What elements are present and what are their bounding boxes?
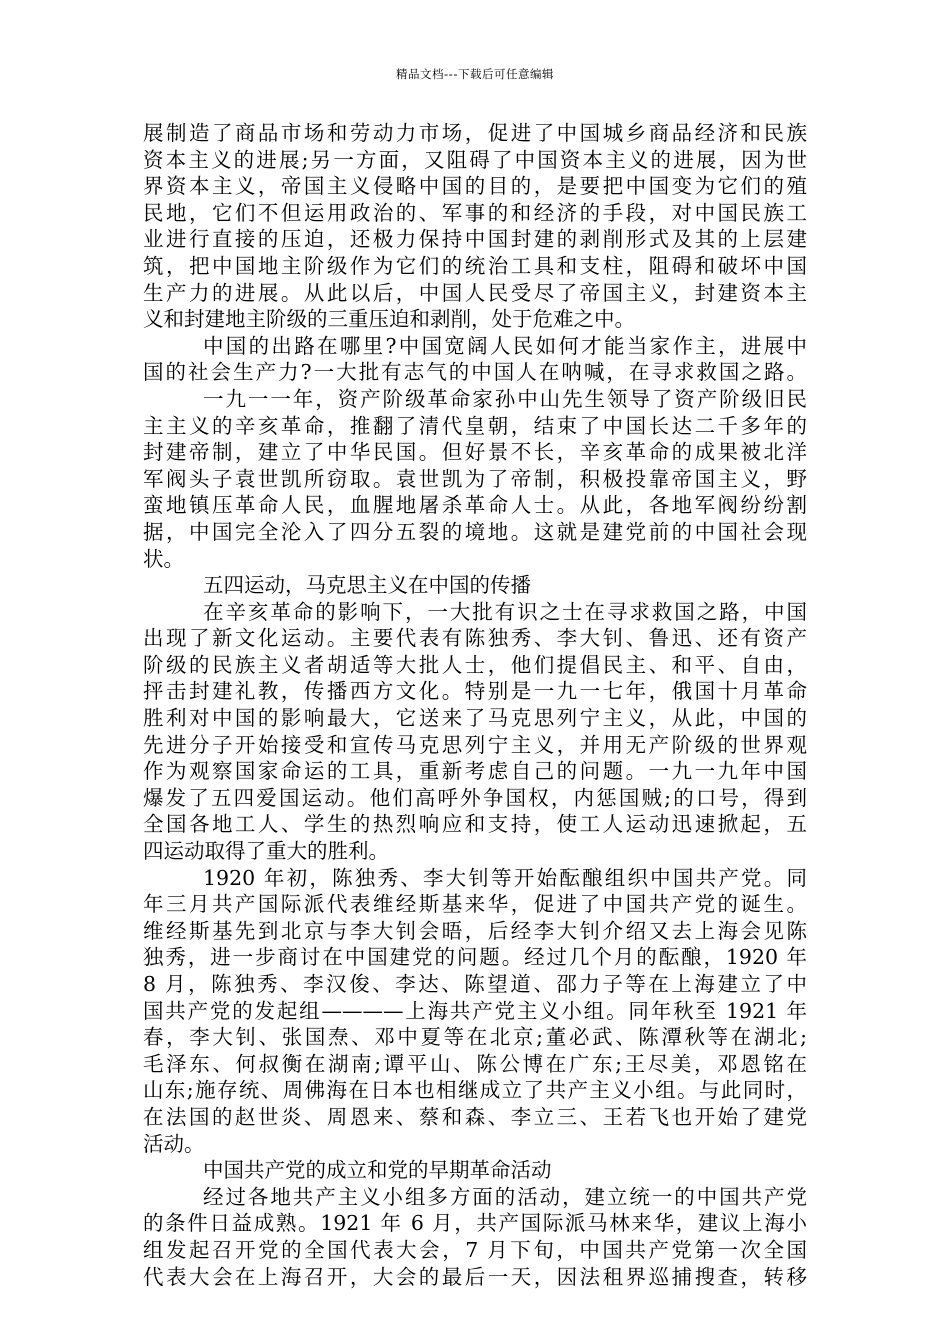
text-line: 先进分子开始接受和宣传马克思列宁主义，并用无产阶级的世界观 [143,732,807,757]
text-line: 军阀头子袁世凯所窃取。袁世凯为了帝制，积极投靠帝国主义，野 [143,466,807,491]
text-line: 展制造了商品市场和劳动力市场，促进了中国城乡商品经济和民族 [143,121,807,145]
text-line: 活动。 [143,1131,205,1156]
text-line: 组发起召开党的全国代表大会，7 月下旬，中国共产党第一次全国 [143,1237,807,1262]
text-line: 筑，把中国地主阶级作为它们的统治工具和支柱，阻碍和破坏中国 [143,253,807,278]
text-line: 国共产党的发起组————上海共产党主义小组。同年秋至 1921 年 [143,998,807,1023]
text-line: 在辛亥革命的影响下，一大批有识之士在寻求救国之路，中国 [203,599,807,624]
text-line: 春，李大钊、张国焘、邓中夏等在北京;董必武、陈潭秋等在湖北; [143,1025,807,1050]
text-line: 中国的出路在哪里?中国宽阔人民如何才能当家作主，进展中 [203,333,807,358]
text-line: 封建帝制，建立了中华民国。但好景不长，辛亥革命的成果被北洋 [143,440,807,465]
text-line: 抨击封建礼教，传播西方文化。特别是一九一七年，俄国十月革命 [143,679,807,704]
text-line: 爆发了五四爱国运动。他们高呼外争国权，内惩国贼;的口号，得到 [143,785,807,810]
text-line: 义和封建地主阶级的三重压迫和剥削，处于危难之中。 [143,307,635,332]
text-line: 主主义的辛亥革命，推翻了清代皇朝，结束了中国长达二千多年的 [143,413,807,438]
text-line: 一九一一年，资产阶级革命家孙中山先生领导了资产阶级旧民 [203,386,807,411]
text-line: 山东;施存统、周佛海在日本也相继成立了共产主义小组。与此同时， [143,1078,807,1103]
text-line: 状。 [143,546,184,571]
text-line: 在法国的赵世炎、周恩来、蔡和森、李立三、王若飞也开始了建党 [143,1104,807,1129]
text-line: 的条件日益成熟。1921 年 6 月，共产国际派马林来华，建议上海小 [143,1211,807,1236]
text-line: 生产力的进展。从此以后，中国人民受尽了帝国主义，封建资本主 [143,280,807,305]
text-line: 作为观察国家命运的工具，重新考虑自己的问题。一九一九年中国 [143,759,807,784]
text-line: 业进行直接的压迫，还极力保持中国封建的剥削形式及其的上层建 [143,227,807,252]
page-header: 精品文档---下载后可任意编辑 [396,67,554,81]
text-line: 1920 年初，陈独秀、李大钊等开始酝酿组织中国共产党。同 [203,865,807,890]
text-line: 代表大会在上海召开，大会的最后一天，因法租界巡捕搜查，转移 [143,1264,807,1289]
text-line: 独秀，进一步商讨在中国建党的问题。经过几个月的酝酿，1920 年 [143,945,807,970]
text-line: 胜利对中国的影响最大，它送来了马克思列宁主义，从此，中国的 [143,706,807,731]
text-line: 据，中国完全沦入了四分五裂的境地。这就是建党前的中国社会现 [143,519,807,544]
text-line: 年三月共产国际派代表维经斯基来华，促进了中国共产党的诞生。 [143,892,807,917]
text-line: 阶级的民族主义者胡适等大批人士，他们提倡民主、和平、自由， [143,652,807,677]
text-line: 8 月，陈独秀、李汉俊、李达、陈望道、邵力子等在上海建立了中 [143,972,807,996]
text-line: 维经斯基先到北京与李大钊会晤，后经李大钊介绍又去上海会见陈 [143,918,807,943]
text-line: 出现了新文化运动。主要代表有陈独秀、李大钊、鲁迅、还有资产 [143,626,807,651]
text-line: 经过各地共产主义小组多方面的活动，建立统一的中国共产党 [203,1184,807,1209]
text-line: 民地，它们不但运用政治的、军事的和经济的手段，对中国民族工 [143,200,807,225]
text-line: 四运动取得了重大的胜利。 [143,839,389,864]
text-line: 界资本主义，帝国主义侵略中国的目的，是要把中国变为它们的殖 [143,174,807,199]
body-text [143,120,807,1290]
text-line: 全国各地工人、学生的热烈响应和支持，使工人运动迅速掀起，五 [143,812,807,837]
text-line: 蛮地镇压革命人民，血腥地屠杀革命人士。从此，各地军阀纷纷割 [143,493,807,518]
text-line: 五四运动，马克思主义在中国的传播 [203,573,531,598]
text-line: 毛泽东、何叔衡在湖南;谭平山、陈公博在广东;王尽美，邓恩铭在 [143,1051,807,1076]
text-line: 国的社会生产力?一大批有志气的中国人在呐喊，在寻求救国之路。 [143,360,807,385]
text-line: 资本主义的进展;另一方面，又阻碍了中国资本主义的进展，因为世 [143,147,807,172]
text-line: 中国共产党的成立和党的早期革命活动 [203,1158,552,1183]
